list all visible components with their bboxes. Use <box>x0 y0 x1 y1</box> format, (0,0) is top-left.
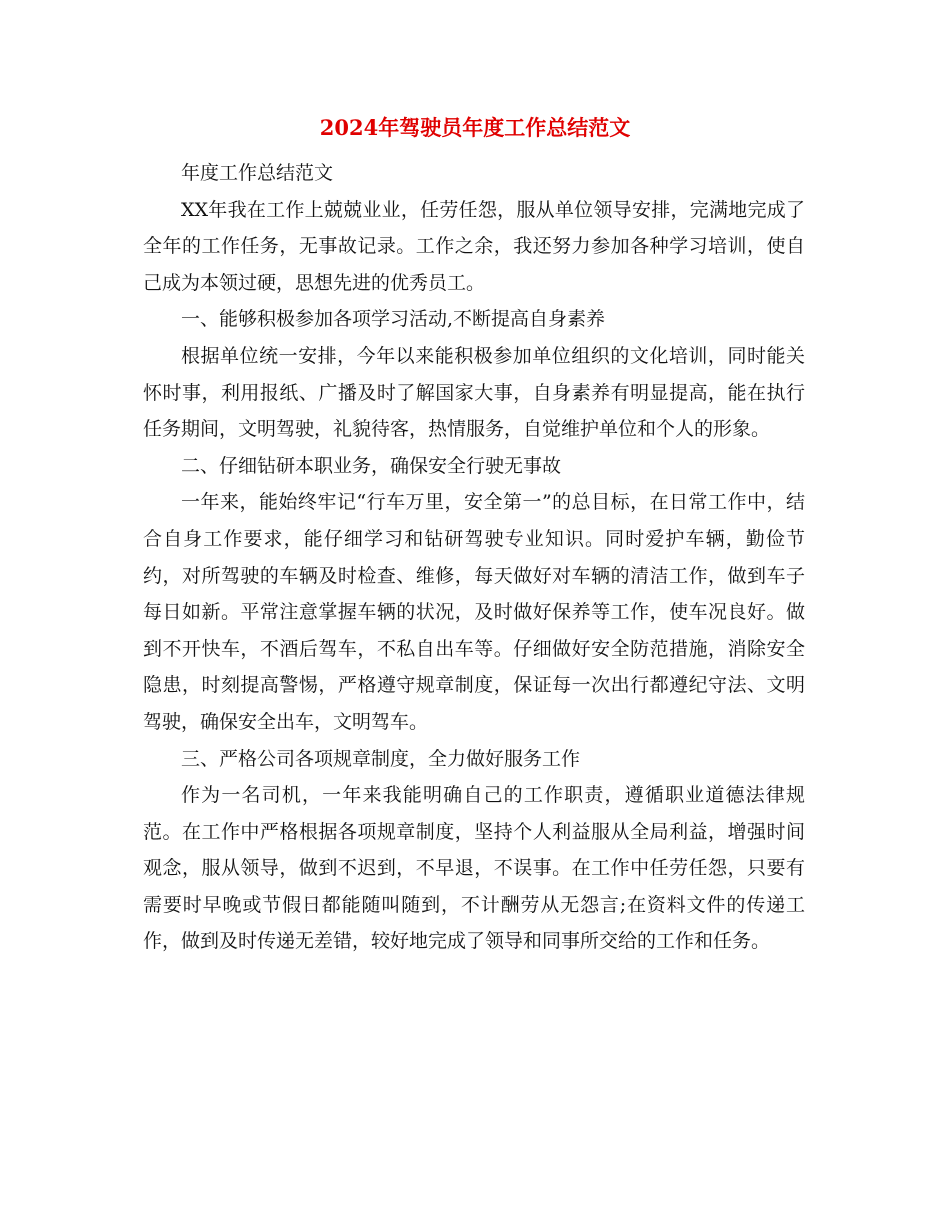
section-heading-3: 三、严格公司各项规章制度，全力做好服务工作 <box>181 747 581 770</box>
document-body <box>143 155 805 960</box>
paragraph-subtitle: 年度工作总结范文 <box>181 162 334 184</box>
paragraph-section-3: 作为一名司机，一年来我能明确自己的工作职责，遵循职业道德法律规范。在工作中严格根据各项规章制度，坚持个人利益服从全局利益，增强时间观念，服从领导，做到不迟到，不早退，不误事。在工作中任劳任怨，只要有需要时早晚或节假日都能随叫随到，不计酬劳从无怨言;在资料文件的传递工作，做到及时传递无差错，较好地完成了领导和同事所交给的工作和任务。 <box>143 784 805 953</box>
document-title: 2024年驾驶员年度工作总结范文 <box>319 115 631 140</box>
paragraph-section-2: 一年来，能始终牢记“行车万里，安全第一”的总目标，在日常工作中，结合自身工作要求，能仔细学习和钻研驾驶专业知识。同时爱护车辆，勤俭节约，对所驾驶的车辆及时检查、维修，每天做好对车辆的清洁工作，做到车子每日如新。平常注意掌握车辆的状况，及时做好保养等工作，使车况良好。做到不开快车，不酒后驾车，不私自出车等。仔细做好安全防范措施，消除安全隐患，时刻提高警惕，严格遵守规章制度，保证每一次出行都遵纪守法、文明驾驶，确保安全出车，文明驾车。 <box>143 491 805 733</box>
section-heading-2: 二、仔细钻研本职业务，确保安全行驶无事故 <box>181 454 562 477</box>
paragraph-section-1: 根据单位统一安排，今年以来能积极参加单位组织的文化培训，同时能关怀时事，利用报纸、广播及时了解国家大事，自身素养有明显提高，能在执行任务期间，文明驾驶，礼貌待客，热情服务，自觉维护单位和个人的形象。 <box>143 344 805 441</box>
section-heading-1: 一、能够积极参加各项学习活动,不断提高自身素养 <box>181 308 606 331</box>
paragraph-intro: XX年我在工作上兢兢业业，任劳任怨，服从单位领导安排，完满地完成了全年的工作任务，无事故记录。工作之余，我还努力参加各种学习培训，使自己成为本领过硬，思想先进的优秀员工。 <box>143 198 805 294</box>
